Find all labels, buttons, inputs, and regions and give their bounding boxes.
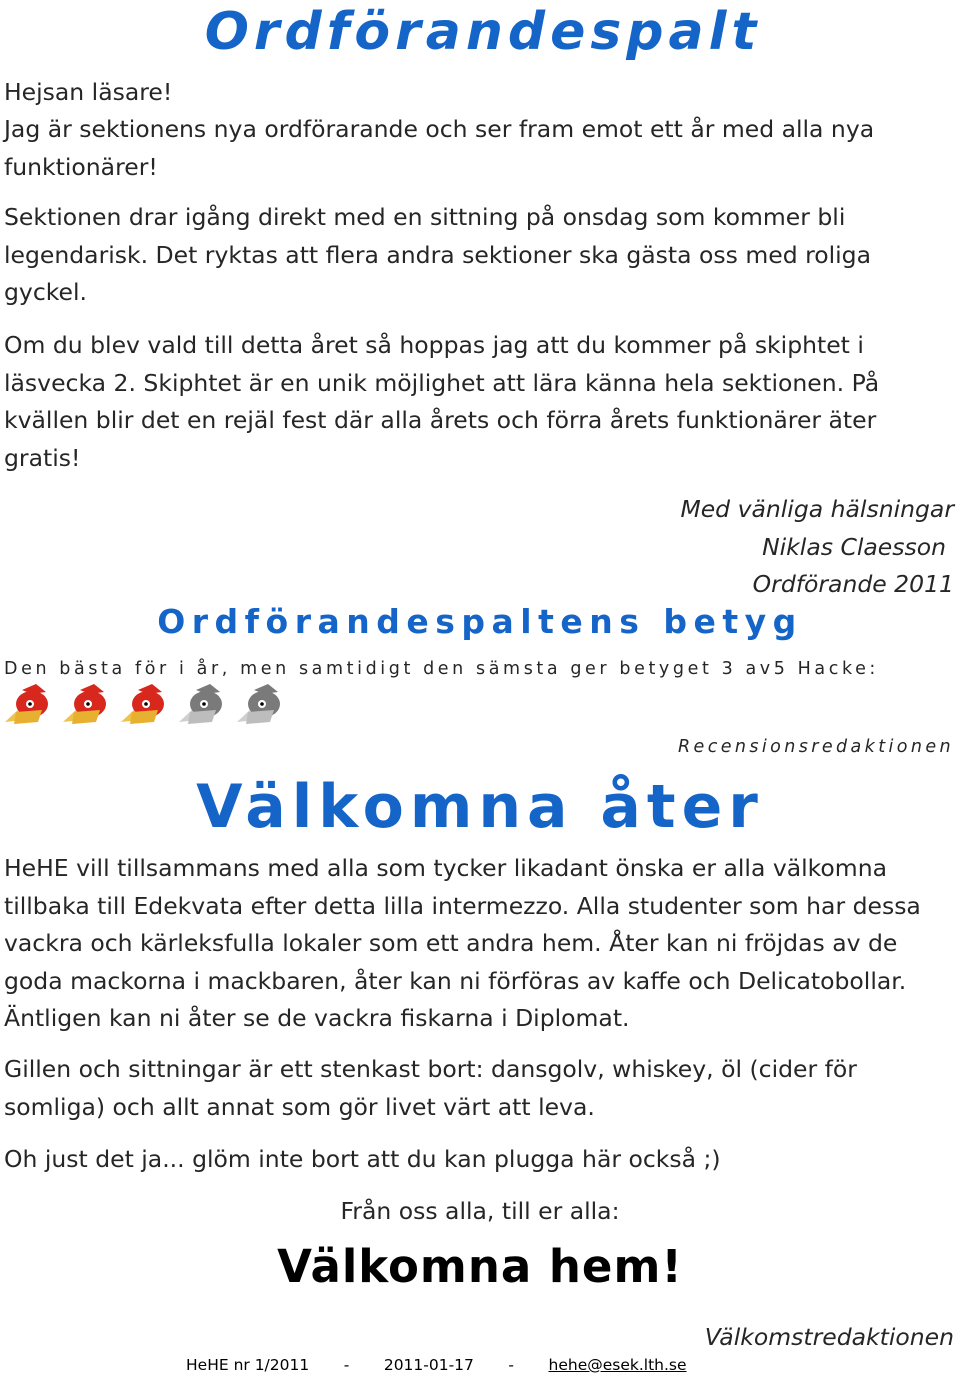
- footer-date: 2011-01-17: [383, 1356, 474, 1374]
- closing-line: Från oss alla, till er alla:: [340, 1197, 620, 1225]
- footer: [186, 1356, 687, 1374]
- review-title: Ordförandespaltens betyg: [157, 602, 803, 641]
- welcome-title: Välkomna åter: [196, 772, 764, 842]
- woodpecker-icon: [2, 682, 52, 728]
- woodpecker-icon: [60, 682, 110, 728]
- column-paragraph-sittning: Sektionen drar igång direkt med en sittning på onsdag som kommer bli legendarisk. Det ryktas att flera andra sektioner ska gästa oss med roliga gyckel.: [4, 203, 871, 306]
- review-byline: Recensionsredaktionen: [677, 737, 954, 757]
- welcome-byline: Välkomstredaktionen: [704, 1323, 954, 1351]
- signature-name: Niklas Claesson: [762, 533, 946, 561]
- column-paragraph-intro: Jag är sektionens nya ordförarande och ser fram emot ett år med alla nya funktionärer!: [4, 115, 875, 181]
- welcome-paragraph-plugga: Oh just det ja... glöm inte bort att du kan plugga här också ;): [4, 1145, 721, 1173]
- woodpecker-icon: [234, 682, 284, 728]
- welcome-paragraph-gillen: Gillen och sittningar är ett stenkast bort: dansgolv, whiskey, öl (cider för somliga) och allt annat som gör livet värt att leva.: [4, 1055, 857, 1121]
- closing-big: Välkomna hem!: [277, 1240, 683, 1293]
- woodpecker-icon: [118, 682, 168, 728]
- welcome-paragraph-intro: HeHE vill tillsammans med alla som tycker likadant önska er alla välkomna tillbaka till Edekvata efter detta lilla intermezzo. Alla studenter som har dessa vackra och kärleksfulla lokaler som ett andra hem. Åter kan ni fröjdas av de goda mackorna i mackbaren, åter kan ni förföras av kaffe och Delicatobollar. Äntligen kan ni åter se de vackra fiskarna i Diplomat.: [4, 854, 921, 1032]
- column-paragraph-skiphte: Om du blev vald till detta året så hoppas jag att du kommer på skiphtet i läsvecka 2. Skiphtet är en unik möjlighet att lära känna hela sektionen. På kvällen blir det en rejäl fest där alla årets och förra årets funktionärer äter gratis!: [4, 331, 880, 472]
- review-text: Den bästa för i år, men samtidigt den sämsta ger betyget 3 av5 Hacke:: [4, 659, 879, 679]
- rating-icons: [2, 682, 284, 730]
- footer-separator: -: [508, 1356, 515, 1374]
- greeting: Hejsan läsare!: [4, 78, 173, 106]
- signature-role: Ordförande 2011: [752, 570, 954, 598]
- footer-separator: -: [343, 1356, 350, 1374]
- footer-email-link[interactable]: hehe@esek.lth.se: [548, 1356, 687, 1374]
- column-title: Ordförandespalt: [204, 2, 762, 62]
- woodpecker-icon: [176, 682, 226, 728]
- footer-issue: HeHE nr 1/2011: [186, 1356, 310, 1374]
- signature-greeting: Med vänliga hälsningar: [680, 495, 954, 523]
